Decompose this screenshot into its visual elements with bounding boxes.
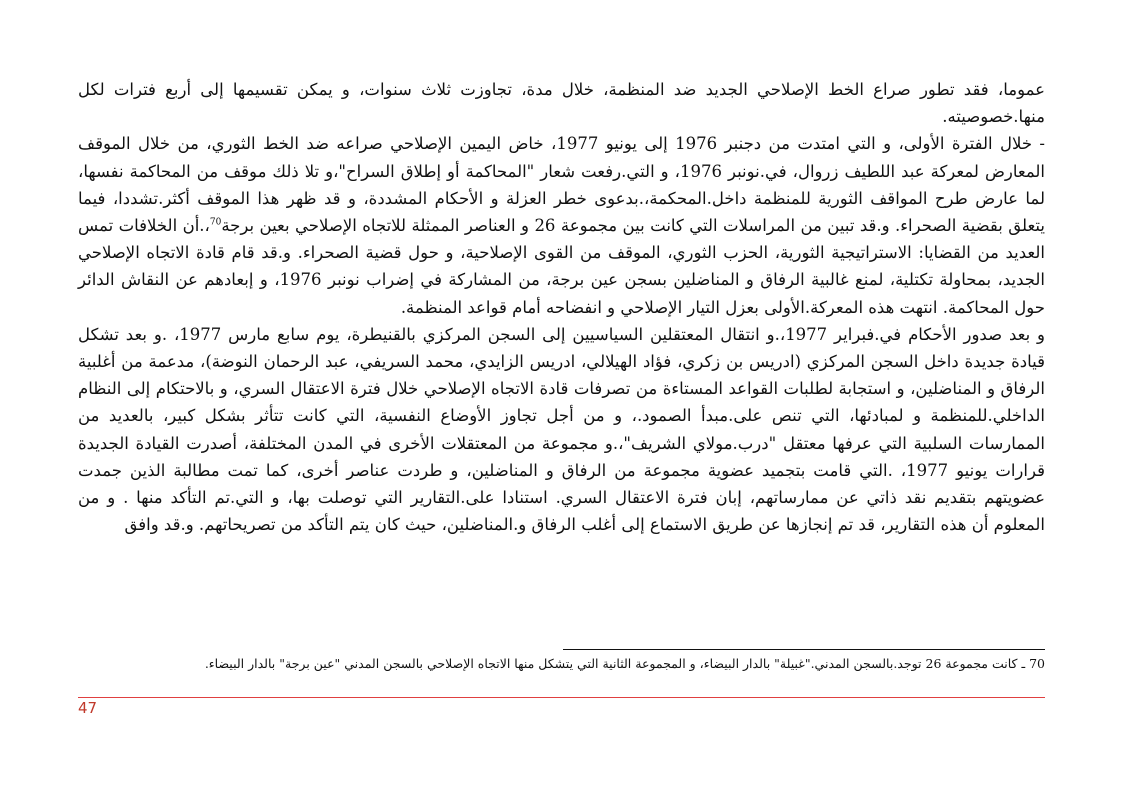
footnote-divider	[563, 649, 1045, 650]
paragraph-text-before-ref: - خلال الفترة الأولى، و التي امتدت من دجنبر 1976 إلى يونيو 1977، خاض اليمين الإصلاحي صراعه ضد الخط الثوري، من خلال الموقف المعارض لمعركة عبد اللطيف زروال، في.نونبر 1976، و التي.رفعت شعار "المحاكمة أو إطلاق السراح"،و تلا ذلك موقف من المحاكمة نفسها، لما عارض طرح المواقف الثورية للمنظمة داخل.المحكمة،.بدعوى خطر العزلة و الأحكام المشددة، و قد ظهر هذا الموقف أكثر.تشددا، فيما يتعلق بقضية الصحراء. و.قد تبين من المراسلات التي كانت بين مجموعة 26 و العناصر الممثلة للاتجاه الإصلاحي بعين برجة	[78, 134, 1046, 236]
page-footer-divider	[78, 697, 1045, 698]
footnote-reference[interactable]: 70	[209, 217, 222, 228]
paragraph-second-period: و بعد صدور الأحكام في.فبراير 1977،.و انتقال المعتقلين السياسيين إلى السجن المركزي بالقنيطرة، يوم سابع مارس 1977، .و بعد تشكل قيادة جديدة داخل السجن المركزي (ادريس بن زكري، فؤاد الهيلالي، ادريس الزايدي، محمد السريفي، عبد الرحمان النوضة)، مدعمة من أغلبية الرفاق و المناضلين، و استجابة لطلبات القواعد المستاءة من تصرفات قادة الاتجاه الإصلاحي خلال فترة الاعتقال السري، و بالاحتكام إلى النظام الداخلي.للمنظمة و لمبادئها، التي تنص على.مبدأ الصمود.، و من أجل تجاوز الأوضاع النفسية، التي كانت تتأثر بشكل كبير، بالعديد من الممارسات السلبية التي عرفها معتقل "درب.مولاي الشريف"،.و مجموعة من المعتقلات الأخرى في المدن المختلفة، أصدرت القيادة الجديدة قرارات يونيو 1977، .التي قامت بتجميد عضوية مجموعة من الرفاق و المناضلين، و طردت عناصر أخرى، كما تمت مطالبة الذين جمدت عضويتهم بتقديم نقد ذاتي عن ممارساتهم، إبان فترة الاعتقال السري. استنادا على.التقارير التي توصلت بها، و التي.تم التأكد منها . و من المعلوم أن هذه التقارير، قد تم إنجازها عن طريق الاستماع إلى أغلب الرفاق و.المناضلين، حيث كان يتم التأكد من تصريحاتهم. و.قد وافق	[78, 324, 1046, 535]
paragraph-intro: عموما، فقد تطور صراع الخط الإصلاحي الجديد ضد المنظمة، خلال مدة، تجاوزت ثلاث سنوات، و يمكن تقسيمها إلى أربع فترات لكل منها.خصوصيته.	[78, 80, 1045, 127]
paragraph-text-after-ref: ،.أن الخلافات تمس العديد من القضايا: الاستراتيجية الثورية، الحزب الثوري، الموقف من القوى الإصلاحية، و حول قضية الصحراء. و.قد قام قادة الاتجاه الإصلاحي الجديد، بمحاولة تكتلية، لمنع غالبية الرفاق و المناضلين بسجن عين برجة، من المشاركة في إضراب نونبر 1976، و إبعادهم عن النقاش الدائر حول المحاكمة. انتهت هذه المعركة.الأولى بعزل التيار الإصلاحي و انفضاحه أمام قواعد المنظمة.	[78, 216, 1045, 317]
footnote: 70 ـ كانت مجموعة 26 توجد.بالسجن المدني."غبيلة" بالدار البيضاء، و المجموعة الثانية التي يتشكل منها الاتجاه الإصلاحي بالسجن المدني "عين برجة" بالدار البيضاء.	[204, 656, 1045, 671]
body-text	[78, 76, 1045, 538]
page-number: 47	[78, 699, 98, 717]
paragraph-first-period	[78, 130, 1045, 320]
